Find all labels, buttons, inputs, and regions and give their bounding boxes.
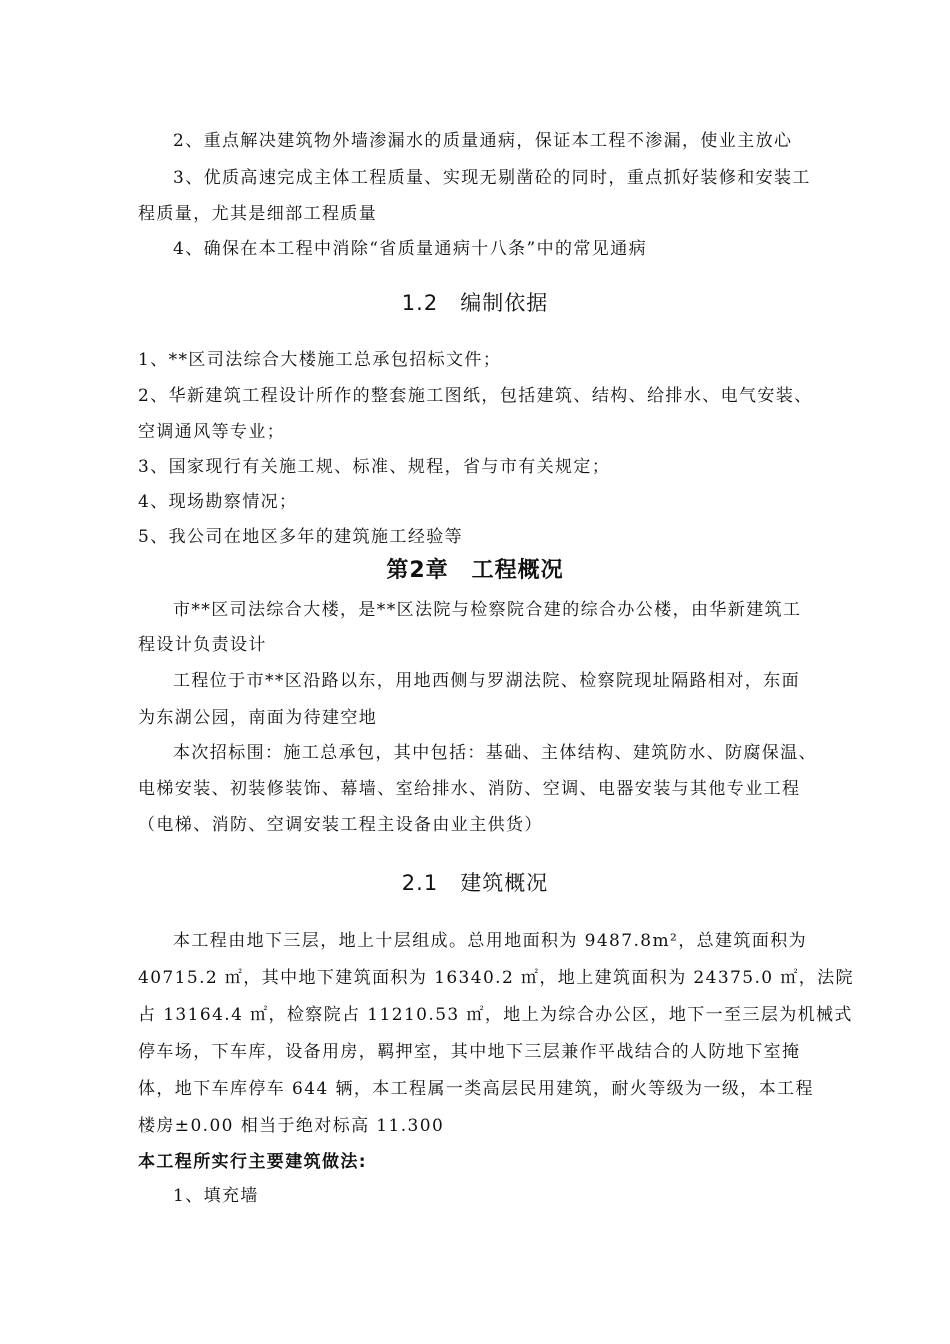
goal-item-4: 4、确保在本工程中消除“省质量通病十八条”中的常见通病 — [173, 239, 647, 259]
chapter-heading-2: 第2章 工程概况 — [386, 558, 564, 583]
basis-item-1: 1、**区司法综合大楼施工总承包招标文件； — [138, 350, 502, 370]
basis-item-4: 4、现场勘察情况； — [138, 492, 298, 512]
building-p1-line2: 40715.2 ㎡，其中地下建筑面积为 16340.2 ㎡，地上建筑面积为 24375.0 ㎡，法院 — [138, 968, 854, 988]
goal-item-3-line2: 程质量，尤其是细部工程质量 — [138, 204, 378, 224]
method-item-1: 1、填充墙 — [173, 1186, 259, 1206]
overview-p2-line1: 工程位于市**区沿路以东，用地西侧与罗湖法院、检察院现址隔路相对，东面 — [173, 671, 800, 691]
basis-item-2-line1: 2、华新建筑工程设计所作的整套施工图纸，包括建筑、结构、给排水、电气安装、 — [138, 386, 813, 406]
building-p1-line5: 体，地下车库停车 644 辆，本工程属一类高层民用建筑，耐火等级为一级，本工程 — [138, 1079, 814, 1099]
overview-p1-line1: 市**区司法综合大楼，是**区法院与检察院合建的综合办公楼，由华新建筑工 — [173, 600, 802, 620]
section-heading-1-2: 1.2 编制依据 — [401, 291, 549, 315]
overview-p1-line2: 程设计负责设计 — [138, 635, 267, 655]
building-p1-line4: 停车场，下车库，设备用房，羁押室，其中地下三层兼作平战结合的人防地下室掩 — [138, 1042, 801, 1062]
building-p1-line3: 占 13164.4 ㎡，检察院占 11210.53 ㎡，地上为综合办公区，地下一至三层为机械式 — [138, 1005, 853, 1025]
section-heading-2-1: 2.1 建筑概况 — [401, 871, 549, 895]
basis-item-3: 3、国家现行有关施工规、标准、规程，省与市有关规定； — [138, 457, 611, 477]
basis-item-2-line2: 空调通风等专业； — [138, 422, 286, 442]
basis-item-5: 5、我公司在地区多年的建筑施工经验等 — [138, 527, 464, 547]
methods-title: 本工程所实行主要建筑做法: — [138, 1152, 367, 1172]
overview-p3-line1: 本次招标围：施工总承包，其中包括：基础、主体结构、建筑防水、防腐保温、 — [173, 743, 817, 763]
overview-p2-line2: 为东湖公园，南面为待建空地 — [138, 708, 378, 728]
overview-p3-line2: 电梯安装、初装修装饰、幕墙、室给排水、消防、空调、电器安装与其他专业工程 — [138, 779, 801, 799]
building-p1-line6: 楼房±0.00 相当于绝对标高 11.300 — [138, 1116, 445, 1136]
building-p1-line1: 本工程由地下三层，地上十层组成。总用地面积为 9487.8m²，总建筑面积为 — [173, 931, 808, 951]
goal-item-2: 2、重点解决建筑物外墙渗漏水的质量通病，保证本工程不渗漏，使业主放心 — [173, 131, 793, 151]
goal-item-3-line1: 3、优质高速完成主体工程质量、实现无剔凿砼的同时，重点抓好装修和安装工 — [173, 168, 811, 188]
overview-p3-line3: （电梯、消防、空调安装工程主设备由业主供货） — [138, 815, 543, 835]
